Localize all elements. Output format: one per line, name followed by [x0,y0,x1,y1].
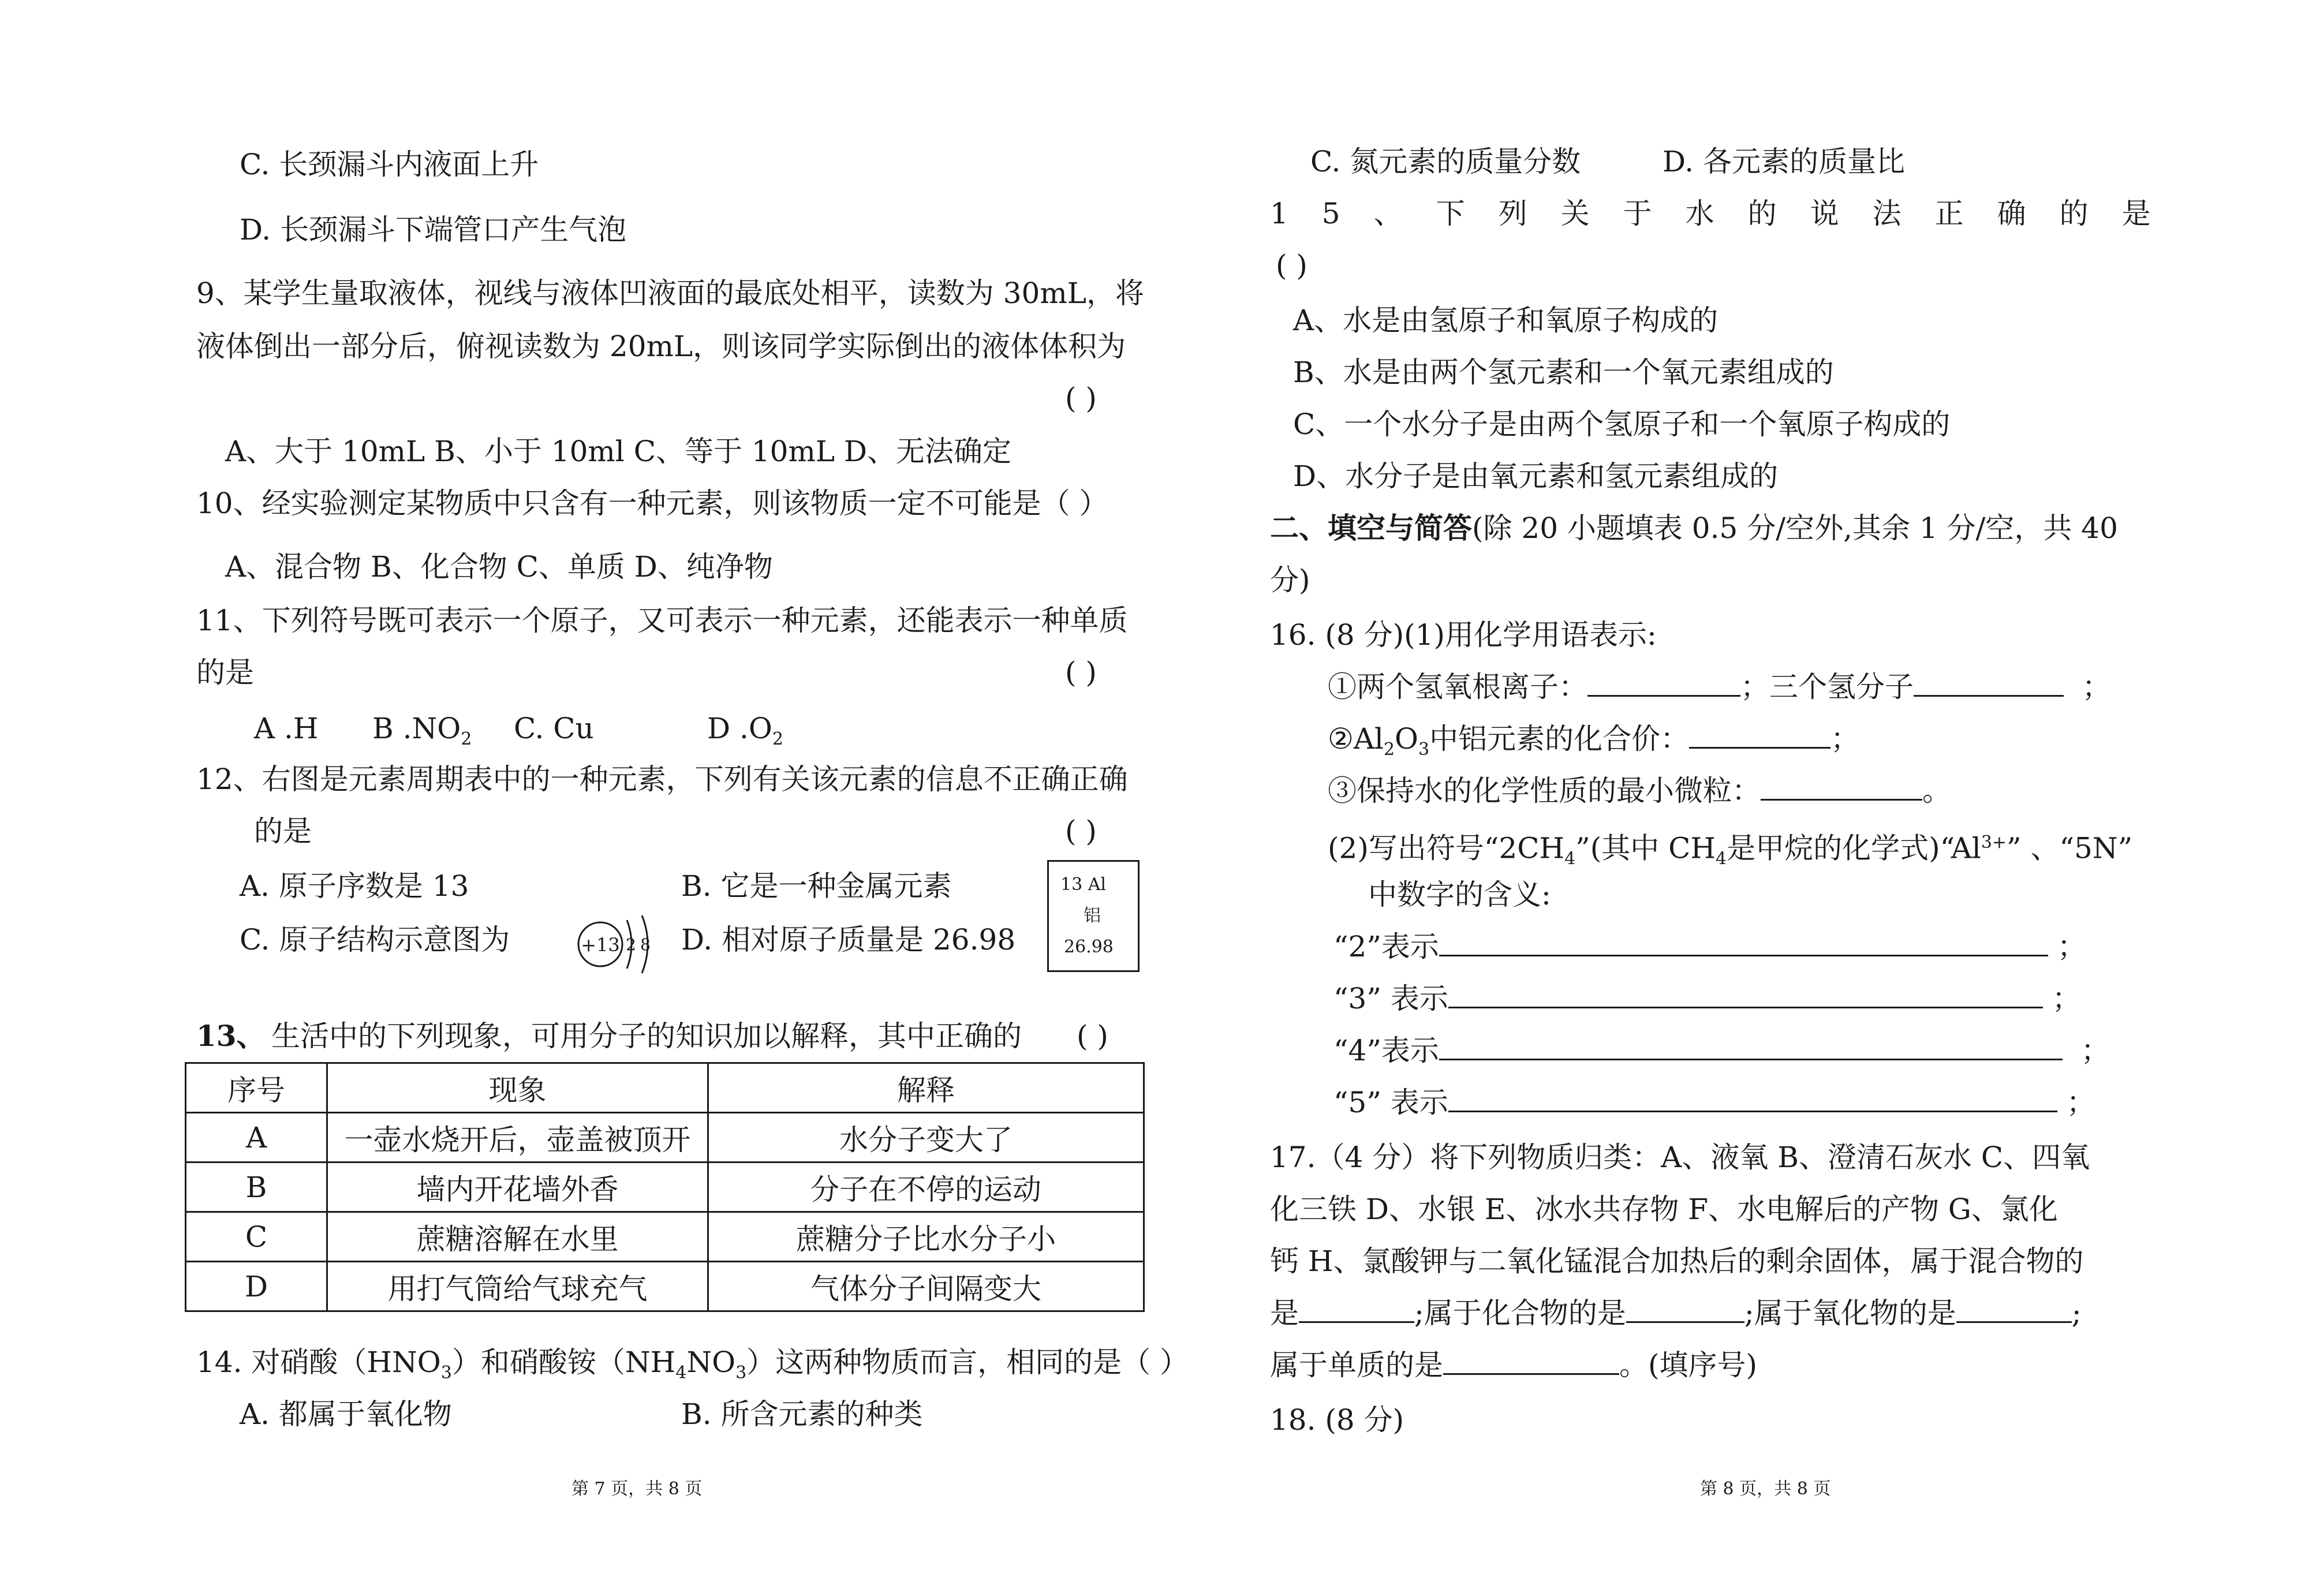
electron-shell-1-count: 2 [626,935,636,954]
q11-line1: 11、下列符号既可表示一个原子，又可表示一种元素，还能表示一种单质 [196,604,1128,637]
q17-line1: 17.（4 分）将下列物质归类：A、液氧 B、澄清石灰水 C、四氧 [1270,1141,2090,1174]
q12-option-c: C. 原子结构示意图为 [240,923,510,956]
answer-blank[interactable] [1761,773,1922,801]
q16-part1a: ①两个氢氧根离子： ；三个氢分子 ； [1328,670,2111,704]
q15-option-d: D、水分子是由氧元素和氢元素组成的 [1293,459,1779,493]
q12-line2: 的是 [254,814,312,848]
q11-answer-paren: ( ) [1065,656,1097,689]
q15-option-c: C、一个水分子是由两个氢原子和一个氧原子构成的 [1293,408,1951,441]
periodic-element-card [1047,860,1140,972]
q15-question: 15、下列关于水的说法正确的是 [1270,197,2184,230]
q17-line4: 是 ;属于化合物的是 ;属于氧化物的是 ; [1270,1296,2082,1330]
q17-line2: 化三铁 D、水银 E、冰水共存物 F、水电解后的产物 G、氯化 [1270,1193,2058,1226]
q11-option-c: C. Cu [514,712,594,745]
q11-line2: 的是 [196,656,254,689]
answer-blank[interactable] [1448,1085,2057,1112]
q12-option-b: B. 它是一种金属元素 [681,869,952,903]
q9-options: A、大于 10mL B、小于 10ml C、等于 10mL D、无法确定 [225,435,1012,468]
answer-blank[interactable] [1956,1296,2072,1323]
atom-structure-diagram [574,913,660,977]
table-row [186,1212,1144,1262]
q17-line3: 钙 H、氯酸钾与二氧化锰混合加热后的剩余固体，属于混合物的 [1270,1244,2084,1278]
answer-blank[interactable] [1587,670,1740,697]
table-cell: 一壶水烧开后，壶盖被顶开 [327,1113,708,1163]
q12-answer-paren: ( ) [1065,814,1097,848]
page-footer-right: 第 8 页，共 8 页 [1700,1479,1831,1499]
table-cell: 气体分子间隔变大 [708,1262,1144,1311]
table-cell: 分子在不停的运动 [708,1163,1144,1212]
table-header-cell: 现象 [327,1063,708,1113]
q17-line5: 属于单质的是 。(填序号) [1270,1348,1758,1382]
q9-line1: 9、某学生量取液体，视线与液体凹液面的最底处相平，读数为 30mL，将 [196,276,1144,310]
table-cell: 墙内开花墙外香 [327,1163,708,1212]
table-header-cell: 解释 [708,1063,1144,1113]
answer-blank[interactable] [1299,1296,1414,1323]
q14-question: 14. 对硝酸$(HNO_3)$和硝酸铵$(NH_4NO_3)$这两种物质而言，相同的是（ ） [196,1345,1189,1383]
q14-option-c: C. 氮元素的质量分数 [1310,145,1581,178]
q14-option-d: D. 各元素的质量比 [1663,145,1906,178]
q9-answer-paren: ( ) [1065,382,1097,415]
answer-blank[interactable] [1626,1296,1744,1323]
q8-option-c: C. 长颈漏斗内液面上升 [240,148,539,181]
q13-question: 生活中的下列现象，可用分子的知识加以解释，其中正确的 [271,1019,1022,1053]
table-cell: C [186,1212,327,1262]
q16-meaning-3: “3” 表示 ； [1333,982,2081,1015]
q16-part1b: $②Al_2O_3$中铝元素的化合价： ； [1328,722,1860,760]
answer-blank[interactable] [1689,722,1830,749]
section-2-scoring: (除 20 小题填表 0.5 分/空外,其余 1 分/空，共 40 [1472,511,2118,545]
q16-part2-line1: (2)写出符号“$2CH_4$”(其中 $CH_4$是甲烷的化学式)“$Al^{3+}$” 、“5N” [1328,831,2133,869]
q16-meaning-4: “4”表示 ； [1333,1034,2110,1067]
table-cell: 用打气筒给气球充气 [327,1262,708,1311]
answer-blank[interactable] [1439,929,2048,956]
nucleus-charge: +13 [581,934,620,956]
q16-heading: 16. (8 分)(1)用化学用语表示: [1270,618,1657,652]
table-row [186,1163,1144,1212]
q13-number: 13、 [196,1019,266,1053]
section-2-heading [1270,511,2118,545]
q16-meaning-2: “2”表示 ； [1333,930,2086,963]
table-cell: 蔗糖溶解在水里 [327,1212,708,1262]
element-number-symbol: 13 Al [1060,874,1106,895]
q14-option-b: B. 所含元素的种类 [681,1397,923,1431]
answer-blank[interactable] [1443,1348,1619,1375]
element-mass: 26.98 [1064,937,1114,957]
electron-shell-2-count: 8 [640,935,651,954]
section-2-title: 二、填空与简答 [1270,511,1472,545]
q15-answer-paren: ( ) [1276,249,1307,282]
table-row [186,1113,1144,1163]
q8-option-d: D. 长颈漏斗下端管口产生气泡 [240,213,627,246]
section-2-heading-line2: 分) [1270,563,1310,597]
table-cell: D [186,1262,327,1311]
q16-meaning-5: “5” 表示 ； [1333,1086,2095,1119]
q15-option-a: A、水是由氢原子和氧原子构成的 [1293,304,1719,337]
table-cell: 蔗糖分子比水分子小 [708,1212,1144,1262]
table-row [186,1262,1144,1311]
q9-line2: 液体倒出一部分后，俯视读数为 20mL，则该同学实际倒出的液体体积为 [196,330,1126,363]
q10-options: A、混合物 B、化合物 C、单质 D、纯净物 [225,550,773,584]
q10-question: 10、经实验测定某物质中只含有一种元素，则该物质一定不可能是（ ） [196,487,1108,520]
table-cell: B [186,1163,327,1212]
q13-table [185,1062,1145,1312]
q13-answer-paren: ( ) [1077,1019,1108,1053]
answer-blank[interactable] [1448,981,2043,1008]
q12-option-a: A. 原子序数是 13 [240,869,469,903]
right-page [1155,0,2305,1596]
table-header-cell: 序号 [186,1063,327,1113]
q11-option-d: D $.O_2$ [707,712,783,749]
answer-blank[interactable] [1914,670,2064,697]
q16-part1c: ③保持水的化学性质的最小微粒： 。 [1328,774,1951,808]
q11-option-b: B $.NO_2$ [372,712,472,749]
q18-heading: 18. (8 分) [1270,1403,1404,1437]
q12-line1: 12、右图是元素周期表中的一种元素，下列有关该元素的信息不正确正确 [196,763,1128,796]
page-footer-left: 第 7 页，共 8 页 [571,1479,703,1499]
q12-option-d: D. 相对原子质量是 26.98 [681,923,1016,956]
q11-option-a: A .H [254,712,319,745]
table-cell: A [186,1113,327,1163]
element-name: 铝 [1084,906,1101,926]
q14-option-a: A. 都属于氧化物 [240,1397,452,1431]
q16-part2-line2: 中数字的含义: [1368,878,1551,911]
q15-option-b: B、水是由两个氢元素和一个氧元素组成的 [1293,356,1834,389]
answer-blank[interactable] [1439,1033,2063,1060]
table-header-row [186,1063,1144,1113]
table-cell: 水分子变大了 [708,1113,1144,1163]
